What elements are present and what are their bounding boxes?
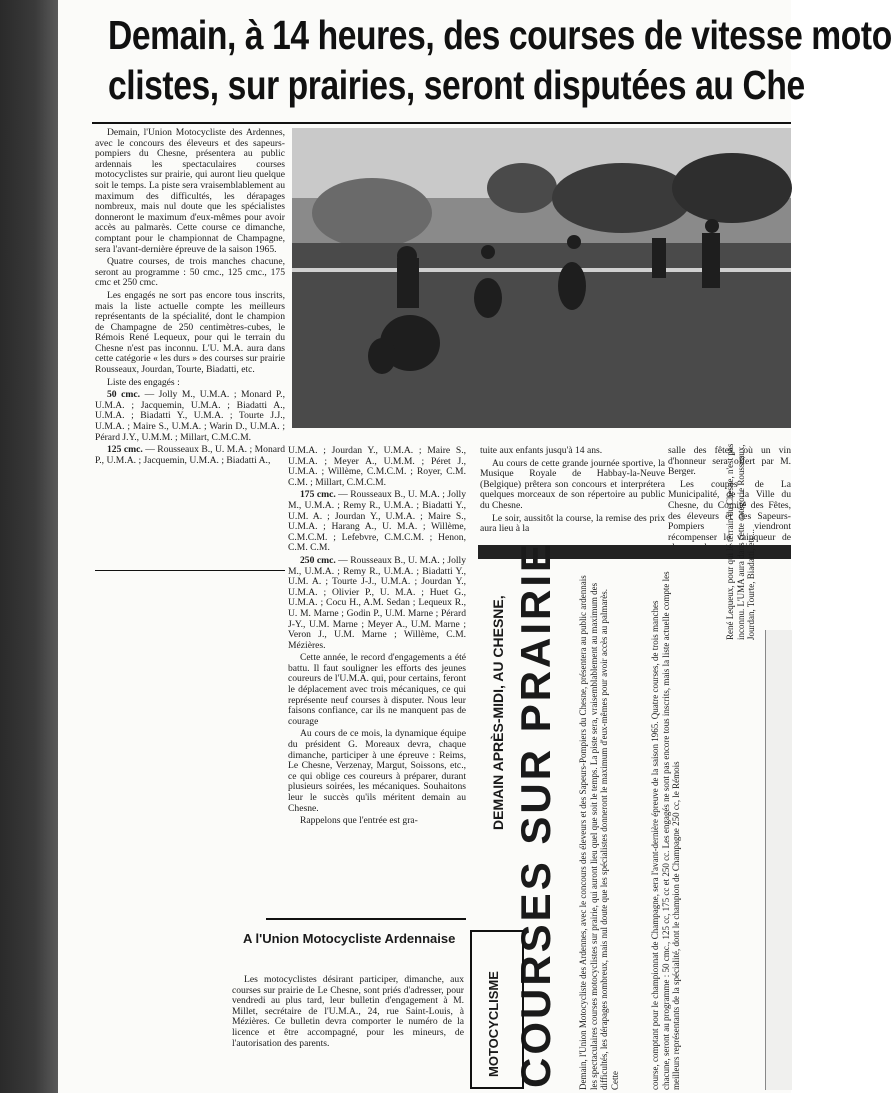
article-column-3 (480, 446, 665, 536)
clipping-title: COURSES SUR PRAIRIE (512, 540, 559, 1088)
category-label: 175 cmc. (300, 489, 336, 501)
paragraph: Demain, l'Union Motocycliste des Ardennes, avec le concours des éleveurs et des sapeurs-pompiers du Chesne, présentera au public ardennais les spectaculaires courses motocyclistes sur prairie, qui auront lieu quelque soit le temps. La piste sera vraisemblablement au maximum des difficultés, les dérapages nombreux, mais nul doute que les spécialistes donneront le maximum d'eux-mêmes pour avoir accès au palmarès. Cette course ce dimanche, comptant pour le championnat de Champagne, sera l'avant-dernière épreuve de la saison 1965. (95, 127, 285, 255)
clipping-body-3: René Lequeux, pour qui le terrain du Chesne, n'est pas inconnu. L'UMA aura dans cette catégorie Rousseaux, Jourdan, Tourte, Biadatti, etc... (725, 443, 756, 640)
entrants-list: — Rousseaux B., U. M.A. ; Jolly M., U.M.A. ; Remy R., U.M.A. ; Biadatti Y., U.M. A. ; Jourdan Y., U.M.A. ; Maire S., U.M.A. ; Harang A., U. M.A. ; Willème, C.M.C.M. ; Lefebvre, C.M.C.M. ; Henon, C.M. C.M. (288, 489, 467, 554)
section-box (470, 930, 524, 1089)
article-column-1 (95, 128, 285, 568)
paragraph (288, 490, 466, 554)
brief-body (232, 975, 464, 1090)
paragraph: Quatre courses, de trois manches chacune, seront au programme : 50 cmc., 125 cmc., 175 cmc et 250 cmc. (95, 256, 285, 289)
paragraph: Liste des engagés : (107, 376, 180, 388)
column-rule (95, 570, 285, 571)
paragraph: Les engagés ne sort pas encore tous inscrits, mais la liste actuelle compte les meilleurs représentants de la spécialité, dont le champion de Champagne de 250 centimètres-cubes, le Rémois René Lequeux, pour qui le terrain du Chesne n'est pas inconnu. L'U. M.A. aura dans cette catégorie « les durs » des courses sur prairie Rousseaux, Jourdan, Tourte, Biadatti, etc. (95, 289, 285, 376)
paragraph: Cette année, le record d'engagements a été battu. Il faut souligner les efforts des jeunes coureurs de l'U.M.A. qui, pour certains, feront le déplacement avec trois mécaniques, ce qui représente neuf courses à disputer. Nous leur faisons confiance, car ils ne manquent pas de courage (288, 652, 466, 727)
main-headline (108, 10, 892, 120)
paragraph: U.M.A. ; Jourdan Y., U.M.A. ; Maire S., U.M.A. ; Meyer A., U.M.M. ; Péret J., U.M.A. ; Willème, C.M.C.M. ; Royer, C.M. C.M. ; Millart, C.M.C.M. (288, 445, 466, 488)
article-column-2 (288, 446, 466, 900)
paragraph (288, 556, 466, 651)
scan-dark-edge (0, 0, 58, 1093)
entrants-list: — Jolly M., U.M.A. ; Monard P., U.M.A. ; Jacquemin, U.M.A. ; Biadatti A., U.M.A. ; Biadatti Y., U.M.A. ; Tourte J.J., U.M.A. ; Maire S., U.M.A. ; Warin D., U.M.A. ; Pérard J.Y., U.M.M. ; Millart, C.M.C.M. (95, 389, 285, 443)
paragraph: Rappelons que l'entrée est gra- (300, 815, 418, 827)
clipping-kicker: DEMAIN APRÈS-MIDI, AU CHESNE, (490, 595, 506, 830)
clipping-body-2: course, comptant pour le championnat de Champagne, sera l'avant-dernière épreuve de la saison 1965. Quatre courses, de trois manches chacune, seront au programme : 50 cmc., 125 cc, 175 cc et 250 cc. Les engagés ne sont pas encore tous inscrits, mais la liste actuelle compte les meilleurs représentants de la spécialité, dont le champion de Champagne 250 cc, le Rémois (650, 571, 681, 1090)
paragraph: Les coupes de La Municipalité, de la Ville du Chesne, du Comité des Fêtes, des éleveurs et des Sapeurs-Pompiers viendront récompenser le vainqueur de (668, 478, 791, 543)
race-photo (292, 128, 791, 428)
category-label: 50 cmc. (107, 389, 141, 401)
category-label: 250 cmc. (300, 554, 336, 566)
headline-line-1: Demain, à 14 heures, des courses de vitesse moto (108, 12, 892, 58)
paragraph: Au cours de ce mois, la dynamique équipe du président G. Moreaux devra, chaque dimanche, participer à une épreuve : Reims, Le Chesne, Verzenay, Margut, Soissons, etc., ce qui oblige ces coureurs à préparer, durant plusieurs soirées, les mécaniques. Souhaitons leur le succès qu'ils méritent demain au Chesne. (288, 728, 466, 814)
paragraph: salle des fêtes, où un vin d'honneur sera offert par M. Berger. (668, 445, 791, 478)
paragraph (95, 445, 285, 466)
third-clipping-sliver (765, 630, 792, 1090)
paragraph: Les motocyclistes désirant participer, dimanche, aux courses sur prairie de Le Chesne, sont priés d'adresser, pour vendredi au plus tard, leur bulletin d'engagement à M. Millet, secrétaire de l'U.M.A., 24, rue Saint-Louis, à Mézières. Ce bulletin devra comporter le numéro de la licence et être accompagné, pour les mineurs, de l'autorisation des parents. (232, 974, 464, 1049)
entrants-list: — Rousseaux B., U. M.A. ; Jolly M., U.M.A. ; Remy R., U.M.A. ; Biadatti Y., U.M. A. ; Tourte J-J., U.M.A. ; Jourdan Y., U.M.A. ; Olivier P., U. M.A. ; Huet G., U.M.A. ; Cocu H., A.M. Sedan ; Lequeux R., U. M. Marne ; Godin P., U.M. Marne ; Pérard J-Y., U.M. Marne ; Meyer A., U.M. Marne ; Veron J., U.M. Marne ; Willème, C.M. Mézières. (288, 554, 467, 651)
category-label: 125 cmc. (107, 444, 143, 456)
section-label: MOTOCYCLISME (486, 971, 501, 1077)
paragraph: Au cours de cette grande journée sportive, la Musique Royale de Habbay-la-Neuve (Belgique) prêtera son concours et interprétera quelques morceaux de son répertoire au public du Chesne. (480, 457, 665, 511)
motocross-riders-photo (292, 128, 791, 428)
headline-line-2: clistes, sur prairies, seront disputées au Che (108, 62, 805, 108)
headline-rule (92, 122, 791, 124)
brief-rule (266, 918, 466, 920)
paragraph: Le soir, aussitôt la course, la remise des prix aura lieu à la (480, 512, 665, 535)
entrants-list: — Rousseaux B., U. M.A. ; Monard P., U.M.A. ; Jacquemin, U.M.A. ; Biadatti A., (95, 444, 285, 466)
paragraph: tuite aux enfants jusqu'à 14 ans. (480, 445, 603, 456)
brief-title: A l'Union Motocycliste Ardennaise (243, 931, 456, 946)
clipping-body-1: Demain, l'Union Motocycliste des Ardennes, avec le concours des éleveurs et des Sapeurs-Pompiers du Chesne, présentera au public ardennais les spectaculaires courses motocyclistes sur prairie, qui auront lieu quel que soit le temps. La piste sera, vraisemblablement au maximum des difficultés, les dérapages nombreux, mais nul doute que les spécialistes donneront le maximum d'eux-mêmes pour avoir accès au palmarès. Cette (578, 575, 620, 1090)
paragraph (95, 390, 285, 443)
